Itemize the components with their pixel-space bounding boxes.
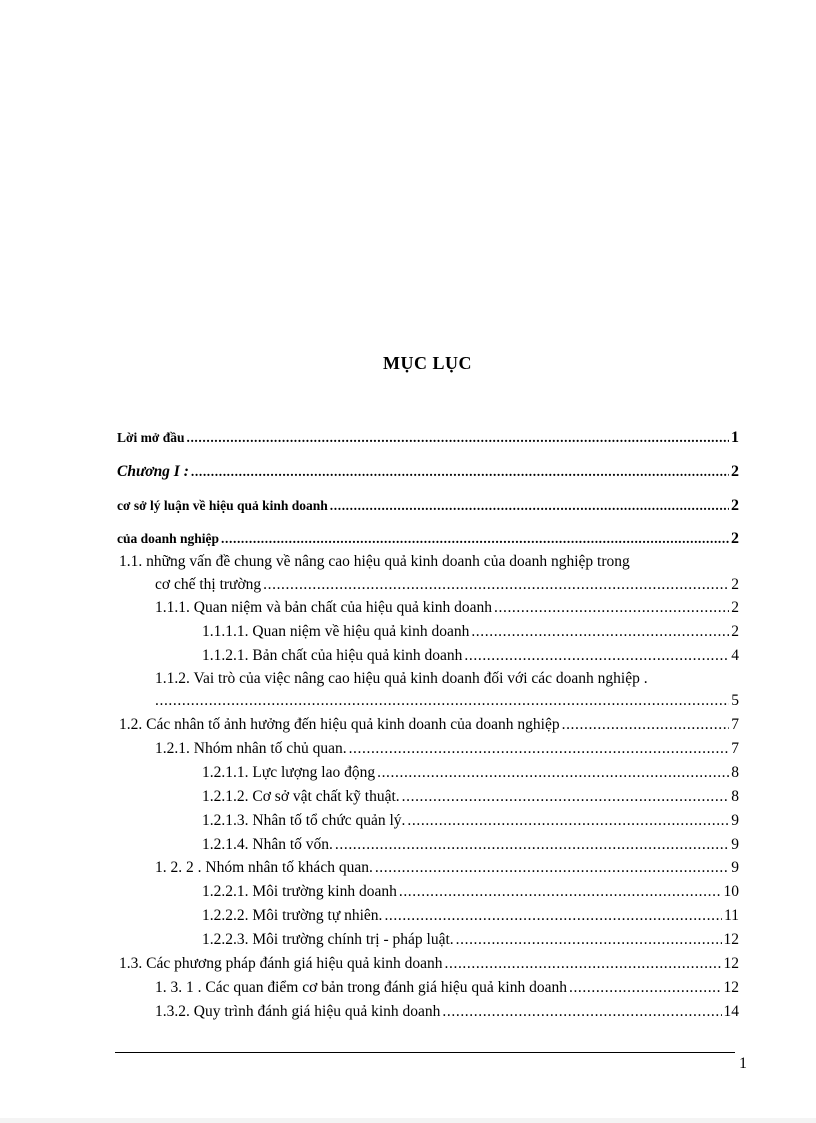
toc-entry-page: 11 xyxy=(724,907,739,924)
toc-entry-label: 1.1.1.1. Quan niệm về hiệu quả kinh doanh xyxy=(202,623,470,640)
toc-entry-page: 2 xyxy=(731,463,739,480)
toc-entry[interactable] xyxy=(117,530,739,548)
toc-entry-page: 12 xyxy=(723,955,739,972)
toc-entry-label: 1.2.1.1. Lực lượng lao động xyxy=(202,764,376,781)
toc-entry[interactable] xyxy=(155,692,739,710)
toc-entry-page: 2 xyxy=(731,530,739,547)
toc-entry[interactable] xyxy=(202,764,739,782)
toc-entry-page: 2 xyxy=(731,599,739,616)
toc-entry[interactable] xyxy=(119,955,739,973)
toc-entry[interactable] xyxy=(202,812,739,830)
toc-entry-page: 9 xyxy=(731,812,739,829)
toc-entry-label: 1.1.2.1. Bản chất của hiệu quả kinh doanh xyxy=(202,647,463,664)
toc-entry-page: 7 xyxy=(731,716,739,733)
toc-entry-page: 8 xyxy=(731,764,739,781)
toc-entry-page: 2 xyxy=(731,576,739,593)
page-bottom-edge xyxy=(0,1118,816,1123)
toc-entry-page: 12 xyxy=(723,931,739,948)
toc-entry[interactable] xyxy=(202,931,739,949)
toc-entry-page: 9 xyxy=(731,859,739,876)
toc-entry-page: 14 xyxy=(723,1003,739,1020)
toc-entry-page: 1 xyxy=(731,429,739,446)
footer-page-number: 1 xyxy=(739,1055,747,1072)
toc-entry-label: 1.2.2.3. Môi trường chính trị - pháp luật. xyxy=(202,931,454,948)
toc-entry-label: 1.2. Các nhân tố ảnh hưởng đến hiệu quả kinh doanh của doanh nghiệp xyxy=(119,716,560,733)
toc-entry-page: 2 xyxy=(731,497,739,514)
toc-entry-label: 1.2.2.1. Môi trường kinh doanh xyxy=(202,883,397,900)
toc-entry[interactable] xyxy=(202,836,739,854)
toc-entry[interactable] xyxy=(155,599,739,617)
toc-entry-label: Chương I : xyxy=(117,463,189,480)
toc-entry-label: 1.2.1. Nhóm nhân tố chủ quan. xyxy=(155,740,347,757)
toc-entry[interactable] xyxy=(155,740,739,758)
toc-entry[interactable] xyxy=(155,979,739,997)
toc-entry-label[interactable]: 1.1.2. Vai trò của việc nâng cao hiệu quả kinh doanh đối với các doanh nghiệp . xyxy=(155,670,648,687)
toc-entry-page: 9 xyxy=(731,836,739,853)
toc-entry-label: cơ sở lý luận về hiệu quả kinh doanh xyxy=(117,498,328,513)
toc-entry[interactable] xyxy=(117,497,739,515)
toc-entry-page: 5 xyxy=(731,692,739,709)
toc-entry-page: 10 xyxy=(723,883,739,900)
toc-entry-page: 2 xyxy=(731,623,739,640)
toc-entry-label: 1. 3. 1 . Các quan điểm cơ bản trong đánh giá hiệu quả kinh doanh xyxy=(155,979,567,996)
toc-entry[interactable] xyxy=(155,1003,739,1021)
toc-entry-label[interactable]: 1.1. những vấn đề chung về nâng cao hiệu quả kinh doanh của doanh nghiệp trong xyxy=(119,553,630,570)
toc-entry[interactable] xyxy=(119,716,739,734)
footer-rule xyxy=(115,1052,735,1053)
toc-entry[interactable] xyxy=(117,463,739,481)
toc-entry[interactable] xyxy=(202,883,739,901)
toc-entry-label: 1.2.1.3. Nhân tố tổ chức quản lý. xyxy=(202,812,406,829)
toc-entry[interactable] xyxy=(202,647,739,665)
toc-entry-page: 7 xyxy=(731,740,739,757)
toc-entry-label: 1.3. Các phương pháp đánh giá hiệu quả kinh doanh xyxy=(119,955,443,972)
toc-entry[interactable] xyxy=(202,788,739,806)
toc-entry-continuation: cơ chế thị trường xyxy=(155,576,262,593)
toc-entry[interactable] xyxy=(202,623,739,641)
toc-entry-label: 1.1.1. Quan niệm và bản chất của hiệu quả kinh doanh xyxy=(155,599,493,616)
toc-entry-label: 1.3.2. Quy trình đánh giá hiệu quả kinh doanh xyxy=(155,1003,441,1020)
toc-entry-label: 1.2.2.2. Môi trường tự nhiên. xyxy=(202,907,383,924)
page-title: MỤC LỤC xyxy=(383,353,472,373)
toc-entry-label: của doanh nghiệp xyxy=(117,531,220,546)
toc-entry-page: 12 xyxy=(723,979,739,996)
toc-entry-label: 1.2.1.4. Nhân tố vốn. xyxy=(202,836,333,853)
toc-entry[interactable] xyxy=(202,907,739,925)
toc-entry[interactable] xyxy=(155,859,739,877)
toc-entry-label: Lời mở đầu xyxy=(117,430,185,445)
toc-entry-label: 1. 2. 2 . Nhóm nhân tố khách quan. xyxy=(155,859,373,876)
toc-entry-page: 4 xyxy=(731,647,739,664)
toc-entry-page: 8 xyxy=(731,788,739,805)
toc-entry-label: 1.2.1.2. Cơ sở vật chất kỹ thuật. xyxy=(202,788,400,805)
toc-entry[interactable] xyxy=(117,429,739,447)
toc-entry[interactable] xyxy=(155,576,739,594)
